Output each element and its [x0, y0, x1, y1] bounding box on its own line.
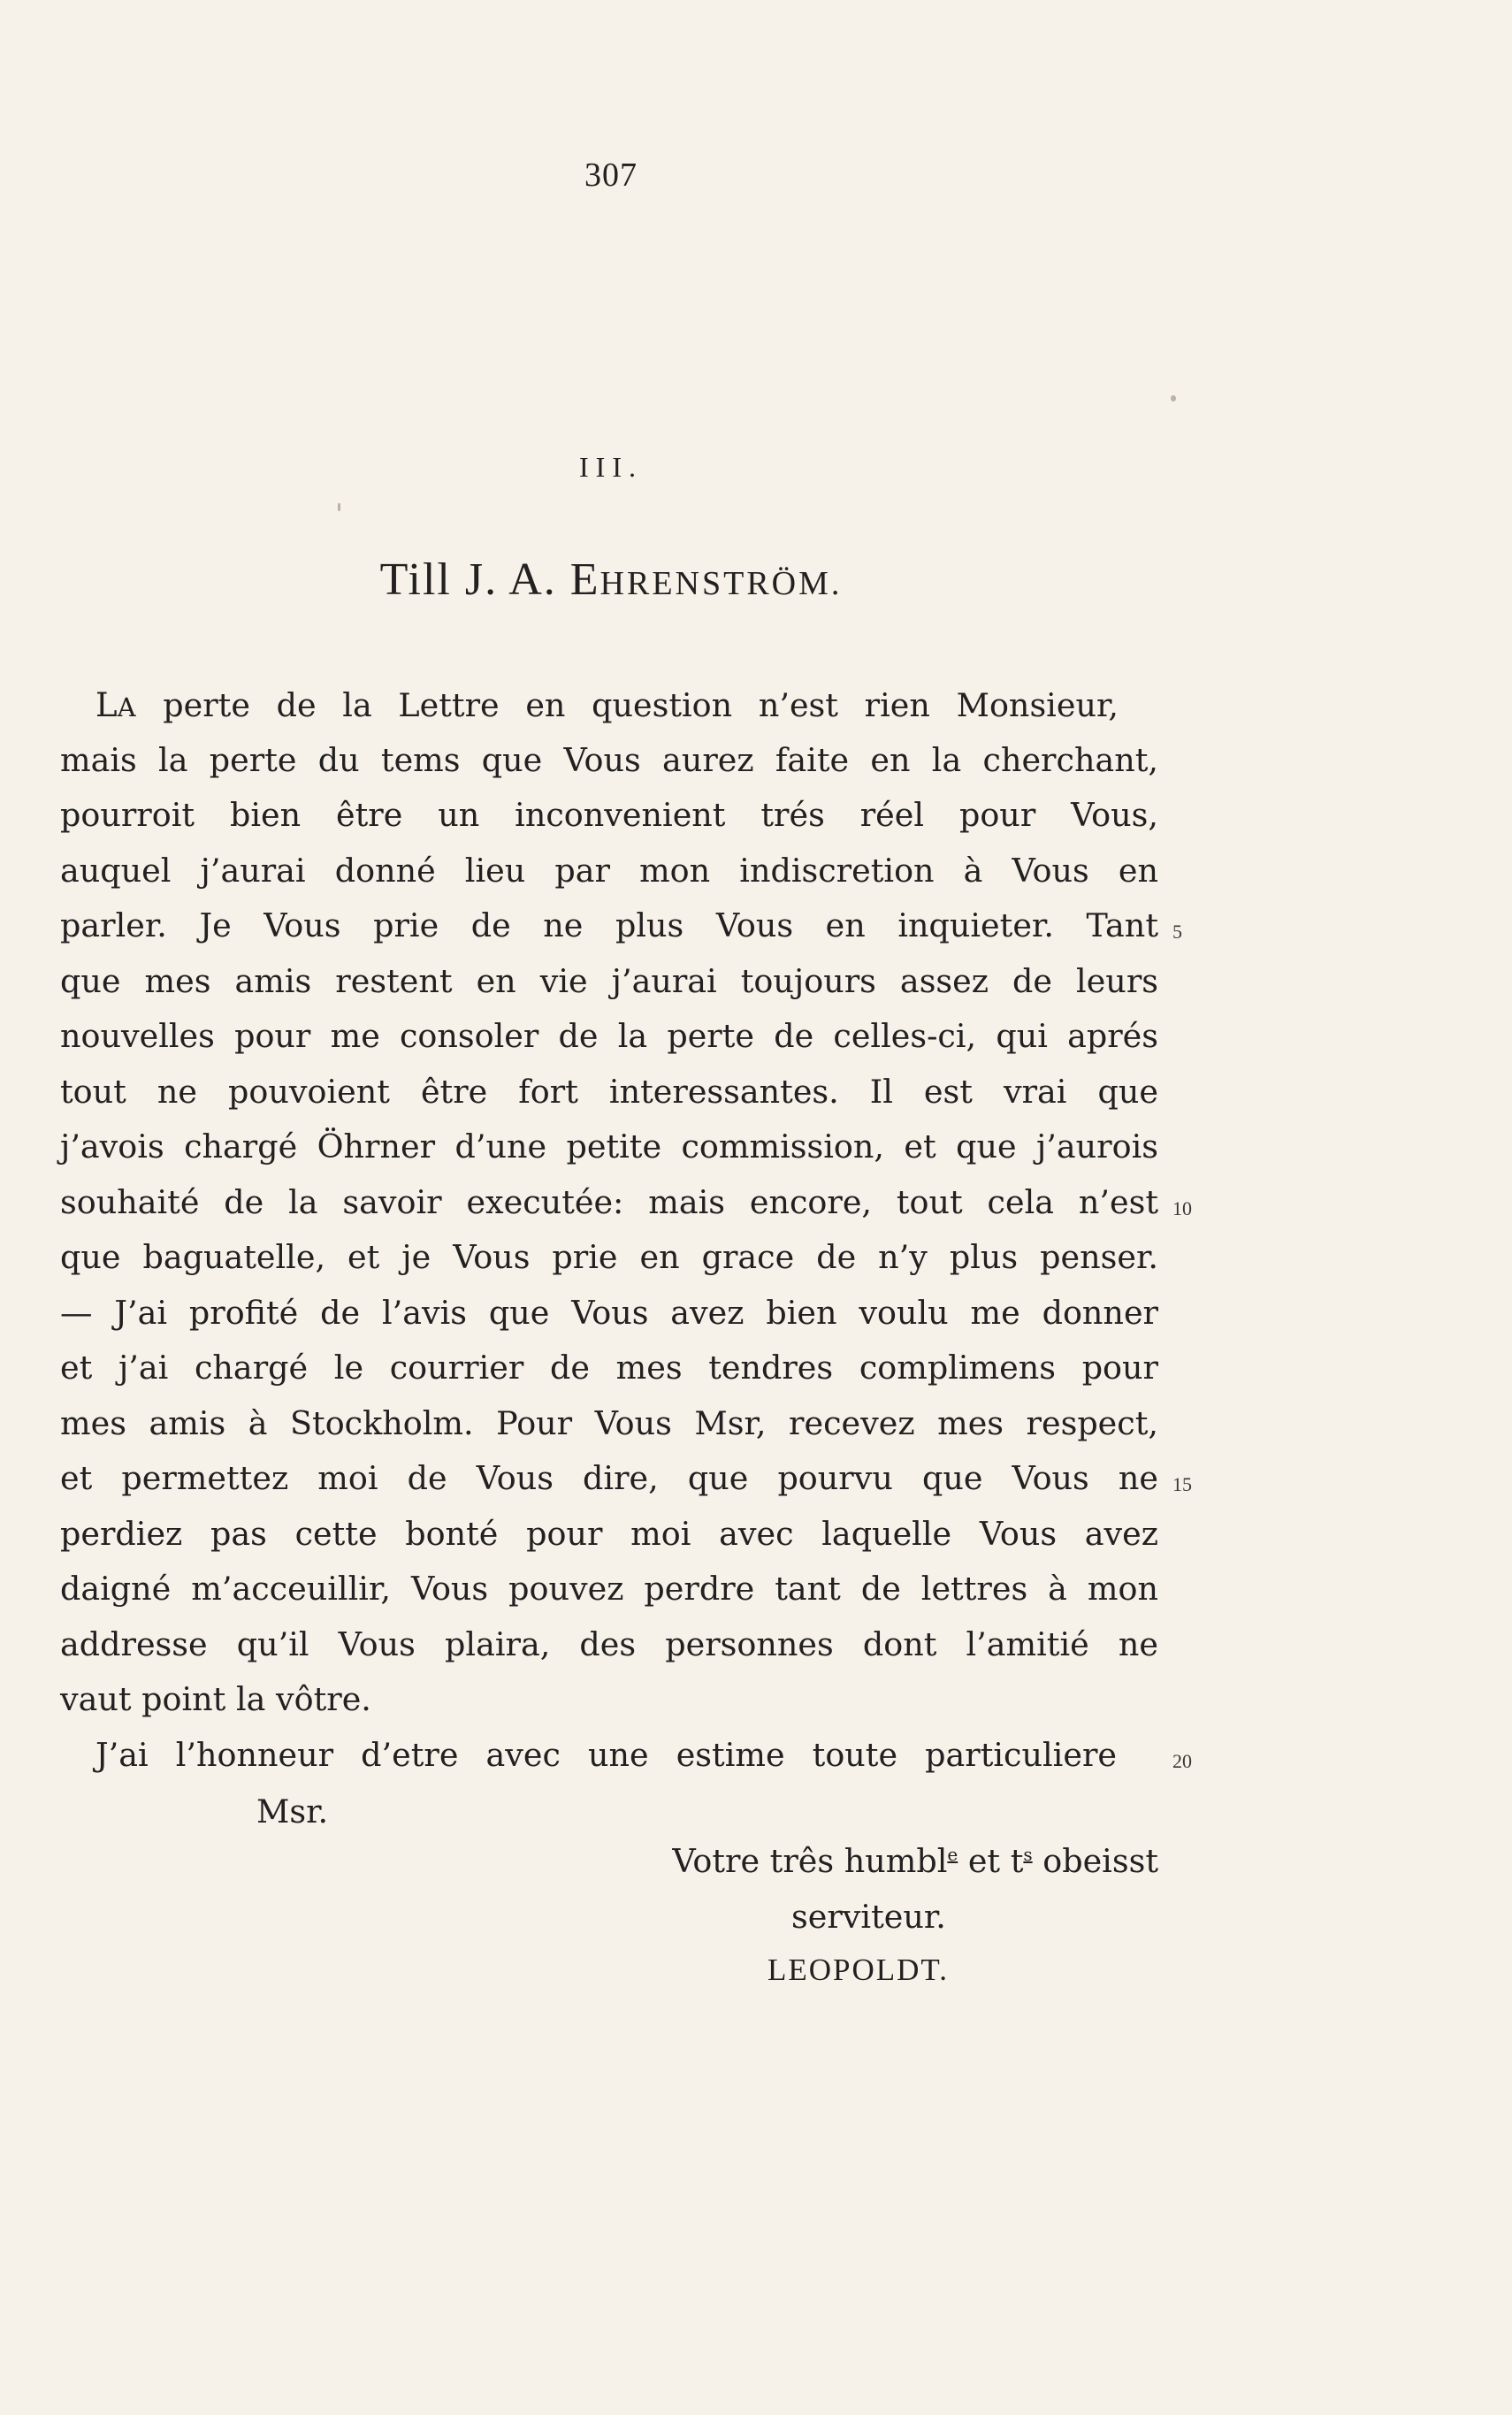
paper-speck	[338, 503, 340, 511]
heading-prefix: Till J. A. E	[379, 554, 600, 605]
section-number: III.	[579, 451, 643, 483]
closing-middle: et t	[958, 1842, 1024, 1880]
body-line-10: souhaité de la savoir executée: mais encore, tout cela n’est	[60, 1183, 1158, 1221]
heading-small-caps: HRENSTRÖM.	[599, 565, 843, 602]
body-line-14: mes amis à Stockholm. Pour Vous Msr, recevez mes respect,	[60, 1404, 1158, 1442]
line-number-10: 10	[1172, 1197, 1192, 1219]
letter-heading	[0, 554, 1222, 606]
body-line-18: addresse qu’il Vous plaira, des personnes dont l’amitié ne	[60, 1625, 1158, 1663]
body-line-16: perdiez pas cette bonté pour moi avec laquelle Vous avez	[60, 1515, 1158, 1553]
body-line-20: J’ai l’honneur d’etre avec une estime toute particuliere	[95, 1736, 1117, 1774]
salutation: Msr.	[256, 1792, 329, 1830]
body-line-6: que mes amis restent en vie j’aurai toujours assez de leurs	[60, 962, 1158, 1000]
closing-superscript-s: s	[1023, 1843, 1033, 1865]
closing-serviteur: serviteur.	[791, 1898, 946, 1936]
body-line-text: perte de la Lettre en question n’est rien Monsieur,	[163, 686, 1119, 724]
closing-start: Votre três humbl	[672, 1842, 948, 1880]
page-number: 307	[584, 157, 638, 194]
body-line-9: j’avois chargé Öhrner d’une petite commission, et que j’aurois	[60, 1127, 1158, 1165]
closing-end: obeisst	[1032, 1842, 1158, 1880]
body-line-5: parler. Je Vous prie de ne plus Vous en inquieter. Tant	[60, 906, 1158, 944]
body-line-13: et j’ai chargé le courrier de mes tendres complimens pour	[60, 1349, 1158, 1387]
line-number-15: 15	[1172, 1473, 1192, 1495]
body-line-1	[95, 688, 1119, 725]
closing-line	[584, 1842, 1158, 1880]
drop-word-small: A	[117, 692, 137, 722]
body-line-7: nouvelles pour me consoler de la perte de celles-ci, qui aprés	[60, 1017, 1158, 1055]
line-number-20: 20	[1172, 1750, 1192, 1772]
body-line-8: tout ne pouvoient être fort interessantes. Il est vrai que	[60, 1073, 1158, 1111]
body-line-2: mais la perte du tems que Vous aurez faite en la cherchant,	[60, 741, 1158, 779]
body-line-3: pourroit bien être un inconvenient trés réel pour Vous,	[60, 796, 1158, 834]
body-line-19: vaut point la vôtre.	[60, 1680, 371, 1718]
body-line-4: auquel j’aurai donné lieu par mon indiscretion à Vous en	[60, 852, 1158, 890]
line-number-5: 5	[1172, 921, 1182, 943]
closing-superscript-e: e	[947, 1843, 958, 1865]
paper-speck	[1171, 395, 1176, 401]
body-line-11: que baguatelle, et je Vous prie en grace de n’y plus penser.	[60, 1238, 1158, 1276]
signature: LEOPOLDT.	[767, 1953, 949, 1987]
body-line-12: — J’ai profité de l’avis que Vous avez bien voulu me donner	[60, 1294, 1158, 1332]
body-line-15: et permettez moi de Vous dire, que pourvu que Vous ne	[60, 1459, 1158, 1497]
body-line-17: daigné m’acceuillir, Vous pouvez perdre tant de lettres à mon	[60, 1570, 1158, 1608]
drop-word-cap: L	[95, 686, 118, 724]
